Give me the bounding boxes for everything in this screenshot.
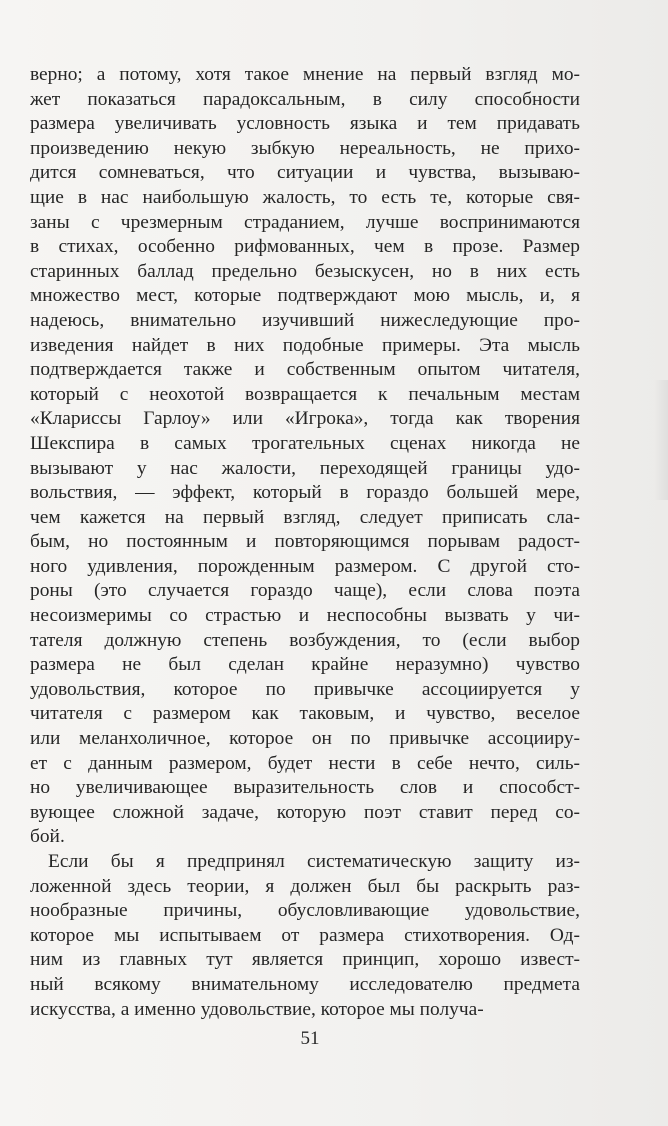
text-line: множество мест, которые подтверждают мою мысль, и, я	[30, 285, 580, 307]
page-number: 51	[300, 1028, 320, 1049]
text-line: бой.	[30, 826, 65, 848]
text-line: «Клариссы Гарлоу» или «Игрока», тогда как творения	[30, 408, 580, 430]
text-line: удовольствия, которое по привычке ассоциируется у	[30, 678, 580, 700]
paragraph	[30, 850, 580, 1022]
text-line: верно; а потому, хотя такое мнение на первый взгляд мо-	[30, 64, 580, 85]
text-line: жет показаться парадоксальным, в силу способности	[30, 88, 580, 110]
text-line: размера увеличивать условность языка и тем придавать	[30, 113, 580, 135]
text-line: в стихах, особенно рифмованных, чем в прозе. Размер	[30, 236, 580, 258]
text-line: читателя с размером как таковым, и чувство, веселое	[30, 703, 580, 725]
text-line: щие в нас наибольшую жалость, то есть те, которые свя-	[30, 186, 580, 208]
text-line: вующее сложной задаче, которую поэт ставит перед со-	[30, 801, 580, 823]
text-line: подтверждается также и собственным опытом читателя,	[30, 359, 580, 381]
text-line: вольствия, — эффект, который в гораздо большей мере,	[30, 482, 580, 504]
text-line: ного удивления, порожденным размером. С другой сто-	[30, 555, 580, 577]
text-line: несоизмеримы со страстью и неспособны вызвать у чи-	[30, 605, 580, 627]
text-line: ним из главных тут является принцип, хорошо извест-	[30, 949, 580, 971]
text-line: ложенной здесь теории, я должен был бы раскрыть раз-	[30, 875, 580, 897]
text-line: заны с чрезмерным страданием, лучше воспринимаются	[30, 211, 580, 233]
text-line: изведения найдет в них подобные примеры. Эта мысль	[30, 334, 580, 356]
paragraph	[30, 63, 580, 850]
text-line: искусства, а именно удовольствие, которое мы получа-	[30, 998, 484, 1020]
text-line: бым, но постоянным и повторяющимся порывам радост-	[30, 531, 580, 553]
text-line: Если бы я предпринял систематическую защиту из-	[48, 851, 580, 872]
text-line: чем кажется на первый взгляд, следует приписать сла-	[30, 506, 580, 528]
text-line: роны (это случается гораздо чаще), если слова поэта	[30, 580, 580, 602]
text-line: произведению некую зыбкую нереальность, не прихо-	[30, 137, 580, 159]
text-line: которое мы испытываем от размера стихотворения. Од-	[30, 924, 580, 946]
text-line: дится сомневаться, что ситуации и чувства, вызываю-	[30, 162, 580, 184]
text-line: ет с данным размером, будет нести в себе нечто, силь-	[30, 752, 580, 774]
text-line: который с неохотой возвращается к печальным местам	[30, 383, 580, 405]
body-text	[30, 63, 580, 1022]
text-line: вызывают у нас жалости, переходящей границы удо-	[30, 457, 580, 479]
page-edge-shadow	[654, 380, 668, 500]
text-line: старинных баллад предельно безыскусен, но в них есть	[30, 260, 580, 282]
text-line: размера не был сделан крайне неразумно) чувство	[30, 654, 580, 676]
text-line: но увеличивающее выразительность слов и способст-	[30, 777, 580, 799]
text-line: надеюсь, внимательно изучивший нижеследующие про-	[30, 309, 580, 331]
text-line: нообразные причины, обусловливающие удовольствие,	[30, 900, 580, 922]
text-line: ный всякому внимательному исследователю предмета	[30, 973, 580, 995]
text-line: или меланхоличное, которое он по привычке ассоцииру-	[30, 728, 580, 750]
text-line: Шекспира в самых трогательных сценах никогда не	[30, 432, 580, 454]
text-line: тателя должную степень возбуждения, то (если выбор	[30, 629, 580, 651]
